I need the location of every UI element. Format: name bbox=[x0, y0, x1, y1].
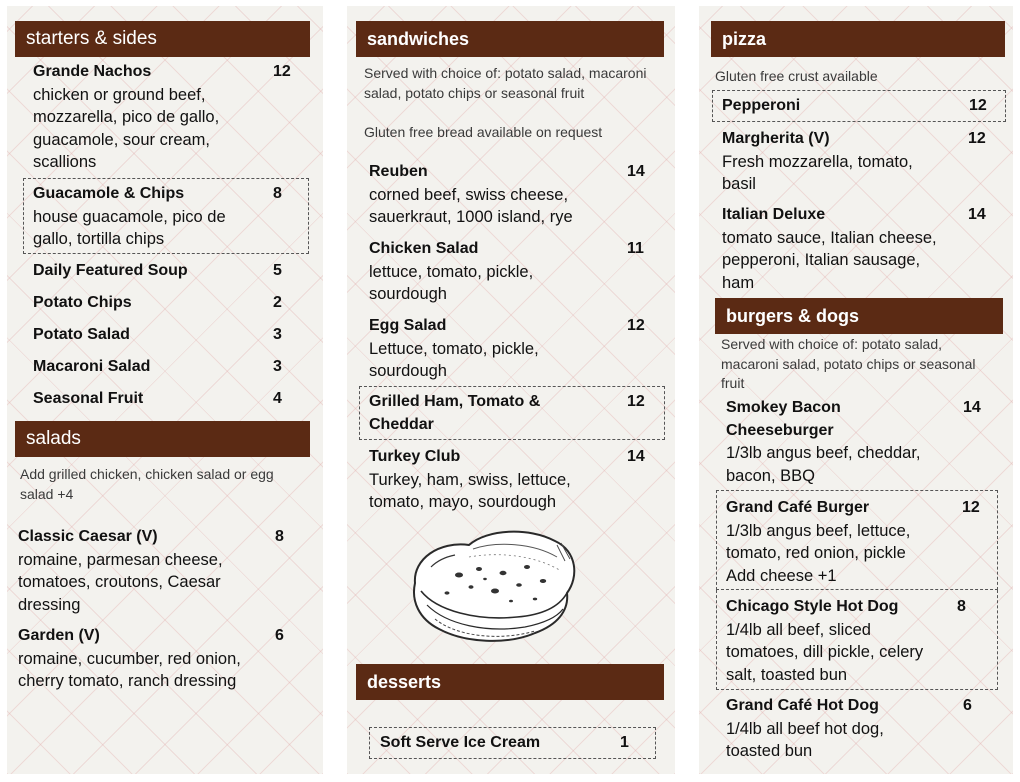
item-price: 11 bbox=[627, 240, 644, 257]
item-name: Grande Nachos bbox=[33, 63, 152, 80]
menu-item-guacamole-chips bbox=[23, 178, 309, 254]
item-price: 12 bbox=[969, 97, 987, 114]
item-price: 6 bbox=[275, 627, 284, 644]
menu-item-grilled-ham bbox=[359, 386, 665, 440]
item-price: 3 bbox=[273, 326, 282, 343]
item-name: Macaroni Salad bbox=[33, 358, 151, 375]
item-name: Margherita (V) bbox=[722, 130, 830, 147]
item-price: 6 bbox=[963, 697, 972, 714]
item-name: Potato Chips bbox=[33, 294, 132, 311]
item-description: 1/4lb all beef hot dog, toasted bun bbox=[726, 719, 884, 760]
item-price: 14 bbox=[627, 448, 645, 465]
menu-item-garden bbox=[18, 625, 303, 693]
item-name: Italian Deluxe bbox=[722, 206, 826, 223]
menu-item-egg-salad bbox=[369, 315, 654, 383]
burgers-note: Served with choice of: potato salad, macaroni salad, potato chips or seasonal fruit bbox=[721, 336, 976, 391]
item-name: Daily Featured Soup bbox=[33, 262, 188, 279]
item-description: Turkey, ham, swiss, lettuce, tomato, mayo, sourdough bbox=[369, 470, 571, 511]
item-name: Guacamole & Chips bbox=[33, 185, 185, 202]
item-price: 12 bbox=[962, 499, 980, 516]
menu-panel-starters-salads bbox=[7, 6, 323, 774]
menu-item-macaroni-salad bbox=[33, 356, 303, 379]
item-price: 3 bbox=[273, 358, 282, 375]
section-header-sandwiches: sandwiches bbox=[356, 21, 664, 57]
item-price: 5 bbox=[273, 262, 282, 279]
menu-item-margherita bbox=[722, 128, 1002, 196]
item-name: Classic Caesar (V) bbox=[18, 528, 158, 545]
item-name: Smokey Bacon Cheeseburger bbox=[726, 399, 841, 439]
item-description: romaine, cucumber, red onion, cherry tomato, ranch dressing bbox=[18, 649, 241, 690]
item-description: house guacamole, pico de gallo, tortilla chips bbox=[33, 207, 226, 248]
item-price: 8 bbox=[275, 528, 284, 545]
menu-item-daily-soup bbox=[33, 260, 303, 283]
sandwiches-note: Served with choice of: potato salad, macaroni salad, potato chips or seasonal fruit bbox=[364, 65, 647, 101]
menu-item-chicago-hot-dog bbox=[716, 590, 998, 690]
menu-item-pepperoni bbox=[712, 90, 1006, 122]
item-price: 8 bbox=[957, 598, 966, 615]
menu-item-grand-cafe-burger bbox=[716, 490, 998, 590]
item-price: 2 bbox=[273, 294, 282, 311]
item-price: 12 bbox=[627, 393, 645, 410]
menu-panel-pizza-burgers bbox=[699, 6, 1013, 774]
item-name: Soft Serve Ice Cream bbox=[380, 734, 541, 751]
pizza-note: Gluten free crust available bbox=[715, 68, 878, 84]
item-price: 12 bbox=[627, 317, 645, 334]
item-price: 14 bbox=[627, 163, 645, 180]
item-price: 14 bbox=[968, 206, 986, 223]
item-price: 8 bbox=[273, 185, 282, 202]
sandwiches-gluten-note: Gluten free bread available on request bbox=[364, 124, 603, 140]
menu-item-classic-caesar bbox=[18, 526, 303, 616]
menu-item-turkey-club bbox=[369, 446, 654, 514]
item-description: lettuce, tomato, pickle, sourdough bbox=[369, 262, 534, 303]
item-name: Grand Café Hot Dog bbox=[726, 697, 879, 714]
item-description: 1/4lb all beef, sliced tomatoes, dill pickle, celery salt, toasted bun bbox=[726, 620, 924, 684]
item-name: Reuben bbox=[369, 163, 428, 180]
item-price: 4 bbox=[273, 390, 282, 407]
item-name: Pepperoni bbox=[722, 97, 801, 114]
section-header-starters: starters & sides bbox=[15, 21, 310, 57]
item-name: Turkey Club bbox=[369, 448, 461, 465]
item-extra: Add cheese +1 bbox=[726, 566, 837, 585]
menu-item-grande-nachos bbox=[33, 61, 303, 174]
section-header-burgers: burgers & dogs bbox=[715, 298, 1003, 334]
menu-item-smokey-bacon-cheeseburger bbox=[726, 397, 1006, 487]
item-description: 1/3lb angus beef, lettuce, tomato, red onion, pickle bbox=[726, 521, 911, 562]
salads-note: Add grilled chicken, chicken salad or egg salad +4 bbox=[20, 466, 274, 502]
menu-item-seasonal-fruit bbox=[33, 388, 303, 411]
menu-panel-sandwiches-desserts bbox=[347, 6, 675, 774]
menu-item-soft-serve bbox=[369, 727, 656, 759]
menu-item-grand-cafe-hot-dog bbox=[726, 695, 1006, 763]
item-price: 12 bbox=[968, 130, 986, 147]
menu-item-chicken-salad bbox=[369, 238, 654, 306]
item-description: 1/3lb angus beef, cheddar, bacon, BBQ bbox=[726, 444, 921, 485]
item-name: Garden (V) bbox=[18, 627, 100, 644]
item-name: Egg Salad bbox=[369, 317, 447, 334]
menu-item-potato-salad bbox=[33, 324, 303, 347]
section-header-desserts: desserts bbox=[356, 664, 664, 700]
menu-item-potato-chips bbox=[33, 292, 303, 315]
item-description: chicken or ground beef, mozzarella, pico de gallo, guacamole, sour cream, scallions bbox=[33, 85, 220, 171]
item-price: 12 bbox=[273, 63, 291, 80]
item-name: Chicken Salad bbox=[369, 240, 479, 257]
section-header-salads: salads bbox=[15, 421, 310, 457]
item-description: romaine, parmesan cheese, tomatoes, croutons, Caesar dressing bbox=[18, 550, 223, 614]
item-name: Chicago Style Hot Dog bbox=[726, 598, 899, 615]
section-header-pizza: pizza bbox=[711, 21, 1005, 57]
item-name: Potato Salad bbox=[33, 326, 130, 343]
item-name: Grand Café Burger bbox=[726, 499, 870, 516]
menu-item-reuben bbox=[369, 161, 654, 229]
item-price: 1 bbox=[620, 734, 629, 751]
item-description: corned beef, swiss cheese, sauerkraut, 1000 island, rye bbox=[369, 185, 573, 226]
item-description: tomato sauce, Italian cheese, pepperoni, Italian sausage, ham bbox=[722, 228, 937, 292]
menu-item-italian-deluxe bbox=[722, 204, 1002, 294]
item-name: Seasonal Fruit bbox=[33, 390, 144, 407]
item-name: Grilled Ham, Tomato & Cheddar bbox=[369, 393, 541, 433]
item-description: Fresh mozzarella, tomato, basil bbox=[722, 152, 913, 193]
item-description: Lettuce, tomato, pickle, sourdough bbox=[369, 339, 539, 380]
item-price: 14 bbox=[963, 399, 981, 416]
sandwich-illustration bbox=[407, 521, 579, 646]
